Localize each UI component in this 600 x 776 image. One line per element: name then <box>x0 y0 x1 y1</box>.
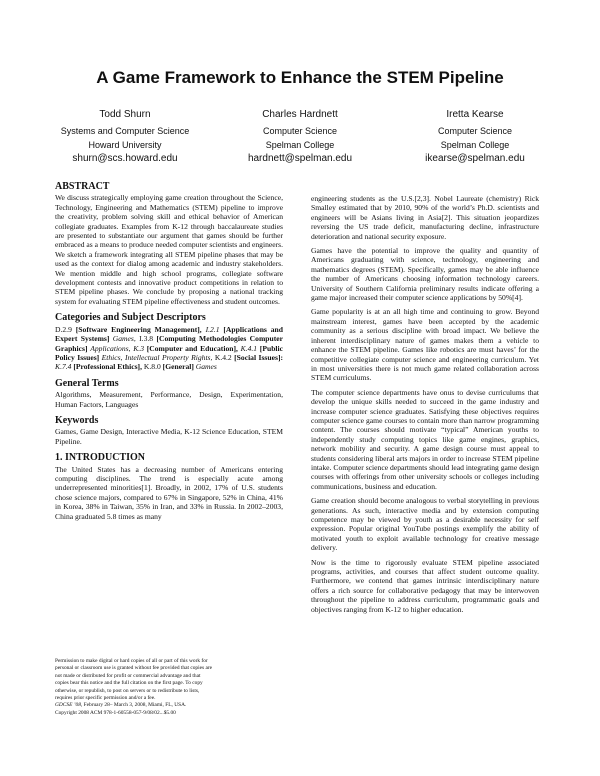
category-code: D.2.9 <box>55 324 76 334</box>
abstract-text: We discuss strategically employing game creation throughout the Science, Technology, Engineering and Mathematics (STEM) pipeline to improve the creativity, problem solving skill and ethical behavior of American collegiate graduates. Examples from K-12 through baccalaureate studies are presented to substantiate our argument that games should be further embraced as a means to produce needed computer scientists and engineers. We sketch a framework integrating all STEM pipeline phases that may be used as the context for dialog among academic and industry stakeholders. We mention middle and high school programs, collegiate software development contests and innovative product competitions in relation to STEM pipeline phases. We conclude by proposing a national tracking system for evaluating STEM pipeline effectiveness and student outcomes. <box>55 193 283 306</box>
author-1 <box>40 108 210 166</box>
body-paragraph: Game popularity is at an all high time and continuing to grow. Beyond mainstream interest, games have been accepted by the academic community as a serious discipline with broad impact. We believe the inherent interdisciplinary nature of games makes them a vehicle to enhance the STEM pipeline. Games like robotics are must haves’ for the competitive collegiate computer science and engineering curriculum. Yet in most universities there is not much game related collaboration across STEM curriculums. <box>311 307 539 383</box>
venue-date: February 28– March 3, 2008, Miami, FL, USA. <box>83 702 187 709</box>
author-affiliation: Computer Science <box>262 126 338 136</box>
category-label: [General] <box>162 362 196 372</box>
author-2 <box>215 108 385 166</box>
keywords-text: Games, Game Design, Interactive Media, K-12 Science Education, STEM Pipeline. <box>55 427 283 446</box>
author-email[interactable]: hardnett@spelman.edu <box>247 153 353 164</box>
introduction-heading: 1. INTRODUCTION <box>55 452 146 464</box>
author-affiliation: Systems and Computer Science <box>60 126 190 136</box>
category-descriptor: Games, <box>112 334 140 344</box>
author-name: Todd Shurn <box>99 109 151 120</box>
permission-line: otherwise, or republish, to post on servers or to redistribute to lists, <box>55 687 200 694</box>
keywords-heading: Keywords <box>55 414 99 426</box>
copyright-line: Copyright 2008 ACM 978-1-60558-057-9/08/02...$5.00 <box>55 709 176 716</box>
category-label: [Computer and Education], <box>146 343 241 353</box>
general-terms-text: Algorithms, Measurement, Performance, Design, Experimentation, Human Factors, Languages <box>55 390 283 409</box>
category-descriptor: Games <box>195 362 217 372</box>
category-label: [Software Engineering Management], <box>75 324 206 334</box>
author-name: Iretta Kearse <box>446 109 504 120</box>
category-label: [Applications and Expert Systems] <box>55 324 283 344</box>
author-block <box>40 108 560 166</box>
category-descriptor: Applications, K.3 <box>90 343 147 353</box>
permission-line: copies bear this notice and the full citation on the first page. To copy <box>55 680 203 687</box>
author-email[interactable]: shurn@scs.howard.edu <box>72 153 178 164</box>
author-institution: Spelman College <box>440 140 510 150</box>
author-3 <box>390 108 560 166</box>
permission-notice <box>55 658 283 717</box>
category-label: [Computing Methodologies Computer Graphics] <box>55 334 283 353</box>
category-code: I.2.1 <box>205 324 224 334</box>
category-code: K.8.0 <box>143 362 163 372</box>
body-paragraph: Now is the time to rigorously evaluate STEM pipeline associated programs, activities, and courses that affect student outcome quality. Furthermore, we contend that games intrinsic interdisciplinary nature offers a rich source for collaborative pedagogy that may be interwoven throughout the pipeline to address curriculum, programmatic goals and objectives ranging from K-12 to higher education. <box>311 557 539 614</box>
category-code: K.4.1 <box>240 343 260 353</box>
right-column <box>311 194 539 619</box>
venue-name: GDCSE ’08, <box>55 702 84 709</box>
permission-line: personal or classroom use is granted without fee provided that copies are <box>55 665 213 672</box>
author-institution: Howard University <box>88 140 162 150</box>
permission-line: requires prior specific permission and/or a fee. <box>55 695 156 702</box>
category-code: K.4.2 <box>214 352 235 362</box>
categories-text <box>55 325 283 372</box>
category-label: [Public Policy Issues] <box>55 343 284 362</box>
body-paragraph: Games have the potential to improve the quality and quantity of Americans graduating with science, technology, engineering and mathematics degrees (STEM). Specifically, games may be able influence the number of Americans choosing information technology careers. University of Southern California preliminary results indicate offering a game major increased their computer science applications by 50%[4]. <box>311 246 539 303</box>
category-label: [Social Issues]: <box>234 352 283 362</box>
permission-line: not made or distributed for profit or commercial advantage and that <box>55 672 201 679</box>
category-code: I.3.8 <box>139 334 157 344</box>
category-descriptor: Ethics, Intellectual Property Rights, <box>101 352 215 362</box>
author-affiliation: Computer Science <box>437 126 513 136</box>
general-terms-heading: General Terms <box>55 377 119 389</box>
category-code: K.7.4 <box>55 362 74 372</box>
permission-line: Permission to make digital or hard copies of all or part of this work for <box>55 658 208 664</box>
venue-line <box>55 702 283 709</box>
introduction-text: The United States has a decreasing number of Americans entering computing disciplines. The trend is especially acute among underrepresented minorities[1]. Broadly, in 2002, 17% of U.S. students chose science majors, compared to 67% in Singapore, 52% in China, 41% in Korea, 38% in Taiwan, 35% in Iran, and 33% in Russia. In 2002–2003, China graduated 5.8 times as many <box>55 464 283 521</box>
author-name: Charles Hardnett <box>262 109 338 120</box>
body-paragraph: The computer science departments have onus to devise curriculums that develop the unique skills needed to succeed in the game industry and increase computer science graduates. Satisfying these objectives requires computer science game courses to contain more than narrow programming content. The courses should motivate “typical” American youths to independently study computing topics like game engines, graphics, network mobility and security. A game design course must appeal to students considering liberal arts majors in order to increase STEM pipeline intake. Computer science departments should lead integrating game design courses with offerings from other university schools or colleges including communications, business and education. <box>311 387 539 491</box>
body-paragraph: engineering students as the U.S.[2,3]. Nobel Laureate (chemistry) Rick Smalley estimated that by 2010, 90% of the world’s Ph.D. scientists and engineers will be Asians living in Asia[2]. This situation jeopardizes reversing the US trade deficit, manufacturing decline, infrastructure deterioration and national security exposure. <box>311 194 539 241</box>
categories-heading: Categories and Subject Descriptors <box>55 312 206 324</box>
author-institution: Spelman College <box>265 140 335 150</box>
category-label: [Professional Ethics], <box>73 362 144 372</box>
abstract-heading: ABSTRACT <box>55 181 110 192</box>
paper-title: A Game Framework to Enhance the STEM Pipeline <box>96 68 504 87</box>
author-email[interactable]: ikearse@spelman.edu <box>425 153 525 164</box>
left-column <box>55 182 283 526</box>
body-paragraph: Game creation should become analogous to verbal storytelling in previous generations. As such, interactive media and by extension computing competence may be viewed by youth as a desirable necessity for self expression. Popular original YouTube postings exemplify the ability of motivated youth to exploit available technology for creative message delivery. <box>311 496 539 553</box>
